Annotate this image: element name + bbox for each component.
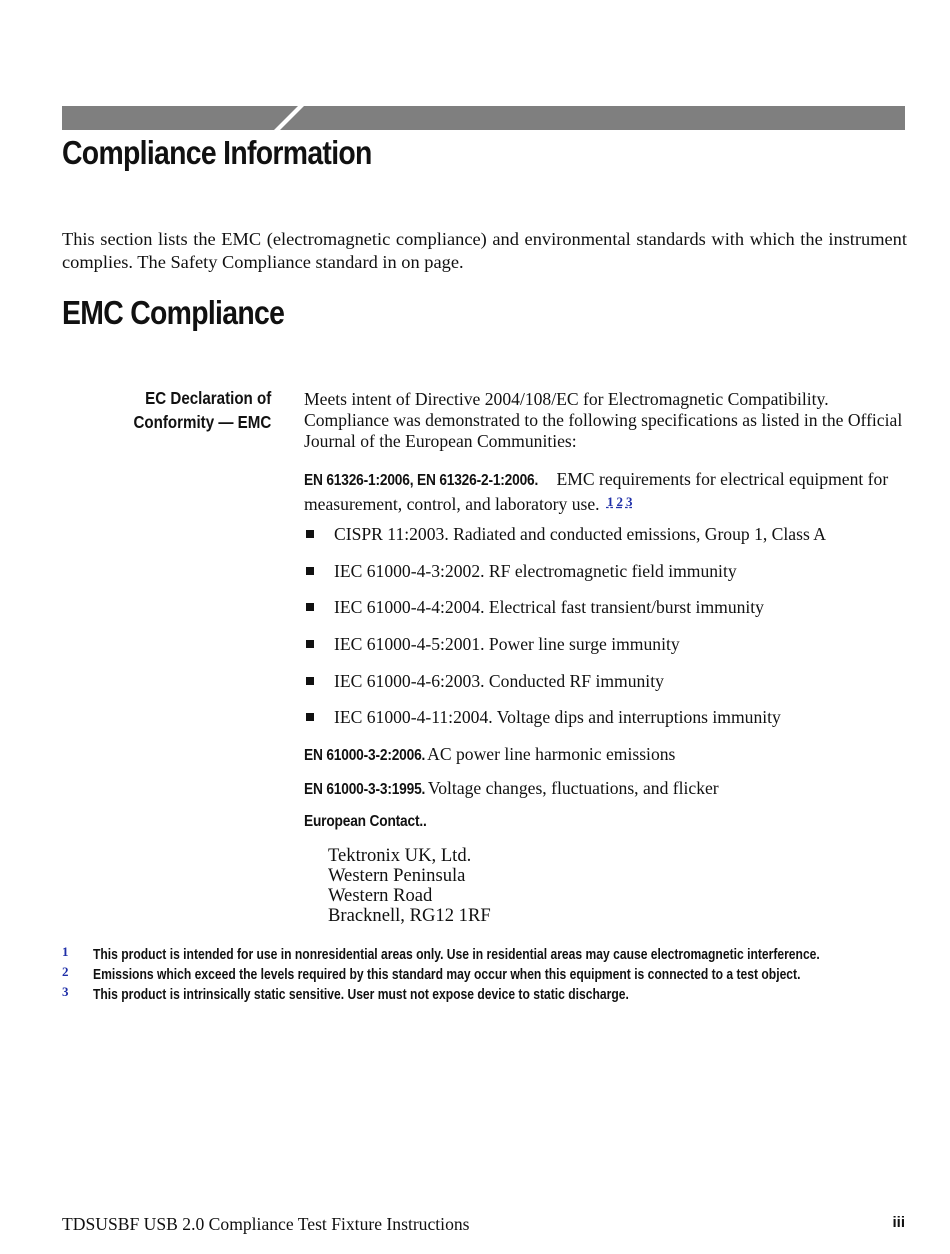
directive-paragraph: Meets intent of Directive 2004/108/EC for Electromagnetic Compatibility. Compliance was demonstrated to the following specifications as listed in the Official Journal of the European Communities: bbox=[304, 389, 903, 451]
standard-label: EN 61000-3-2:2006. bbox=[304, 747, 426, 764]
side-heading-line2: Conformity — EMC bbox=[133, 412, 271, 432]
standard-description: Voltage changes, fluctuations, and flicker bbox=[427, 778, 719, 798]
footnote bbox=[62, 966, 942, 986]
footnote-ref-2[interactable]: 2 bbox=[616, 494, 623, 509]
section-title: EMC Compliance bbox=[62, 294, 285, 331]
address-line: Western Road bbox=[328, 885, 433, 906]
footnotes bbox=[62, 946, 942, 1006]
side-heading-line1: EC Declaration of bbox=[144, 388, 271, 408]
bullet-icon bbox=[306, 603, 314, 611]
footnote bbox=[62, 986, 942, 1006]
address-line: Bracknell, RG12 1RF bbox=[328, 905, 491, 926]
standard-en61000-3-3 bbox=[304, 778, 907, 800]
footer-document-title: TDSUSBF USB 2.0 Compliance Test Fixture Instructions bbox=[62, 1214, 470, 1234]
contact-address bbox=[328, 846, 491, 926]
bullet-icon bbox=[306, 640, 314, 648]
standard-en61000-3-2 bbox=[304, 744, 907, 766]
bullet-icon bbox=[306, 530, 314, 538]
standard-en61326 bbox=[304, 469, 907, 515]
footnote-refs bbox=[604, 494, 633, 514]
standard-description: AC power line harmonic emissions bbox=[427, 744, 676, 764]
bullet-icon bbox=[306, 713, 314, 721]
standard-description: EMC requirements for electrical equipment for measurement, control, and laboratory use. bbox=[304, 469, 889, 514]
page-title: Compliance Information bbox=[62, 134, 372, 171]
intro-paragraph: This section lists the EMC (electromagnetic compliance) and environmental standards with which the instrument complies. The Safety Compliance standard in on page. bbox=[62, 229, 907, 272]
footnote-text: Emissions which exceed the levels required by this standard may occur when this equipment is connected to a test object. bbox=[93, 967, 801, 983]
bullet-icon bbox=[306, 677, 314, 685]
footnote-ref-1[interactable]: 1 bbox=[606, 494, 614, 509]
bullet-icon bbox=[306, 567, 314, 575]
footnote-text: This product is intended for use in nonresidential areas only. Use in residential areas may cause electromagnetic interference. bbox=[93, 947, 820, 963]
page-number: iii bbox=[892, 1214, 905, 1231]
footnote-number: 2 bbox=[62, 964, 69, 979]
european-contact-label: European Contact.. bbox=[304, 813, 427, 830]
footnote bbox=[62, 946, 942, 966]
footnote-number: 1 bbox=[62, 944, 69, 959]
directive-text-block bbox=[304, 389, 907, 452]
standard-label: EN 61000-3-3:1995. bbox=[304, 781, 426, 798]
standard-label: EN 61326-1:2006, EN 61326-2-1:2006. bbox=[304, 472, 539, 489]
footnote-text: This product is intrinsically static sensitive. User must not expose device to static discharge. bbox=[93, 987, 629, 1003]
address-line: Tektronix UK, Ltd. bbox=[328, 845, 472, 866]
address-line: Western Peninsula bbox=[328, 865, 466, 886]
footnote-number: 3 bbox=[62, 984, 69, 999]
side-heading bbox=[133, 386, 271, 434]
footnote-ref-3[interactable]: 3 bbox=[625, 494, 633, 509]
header-bar bbox=[62, 106, 905, 130]
